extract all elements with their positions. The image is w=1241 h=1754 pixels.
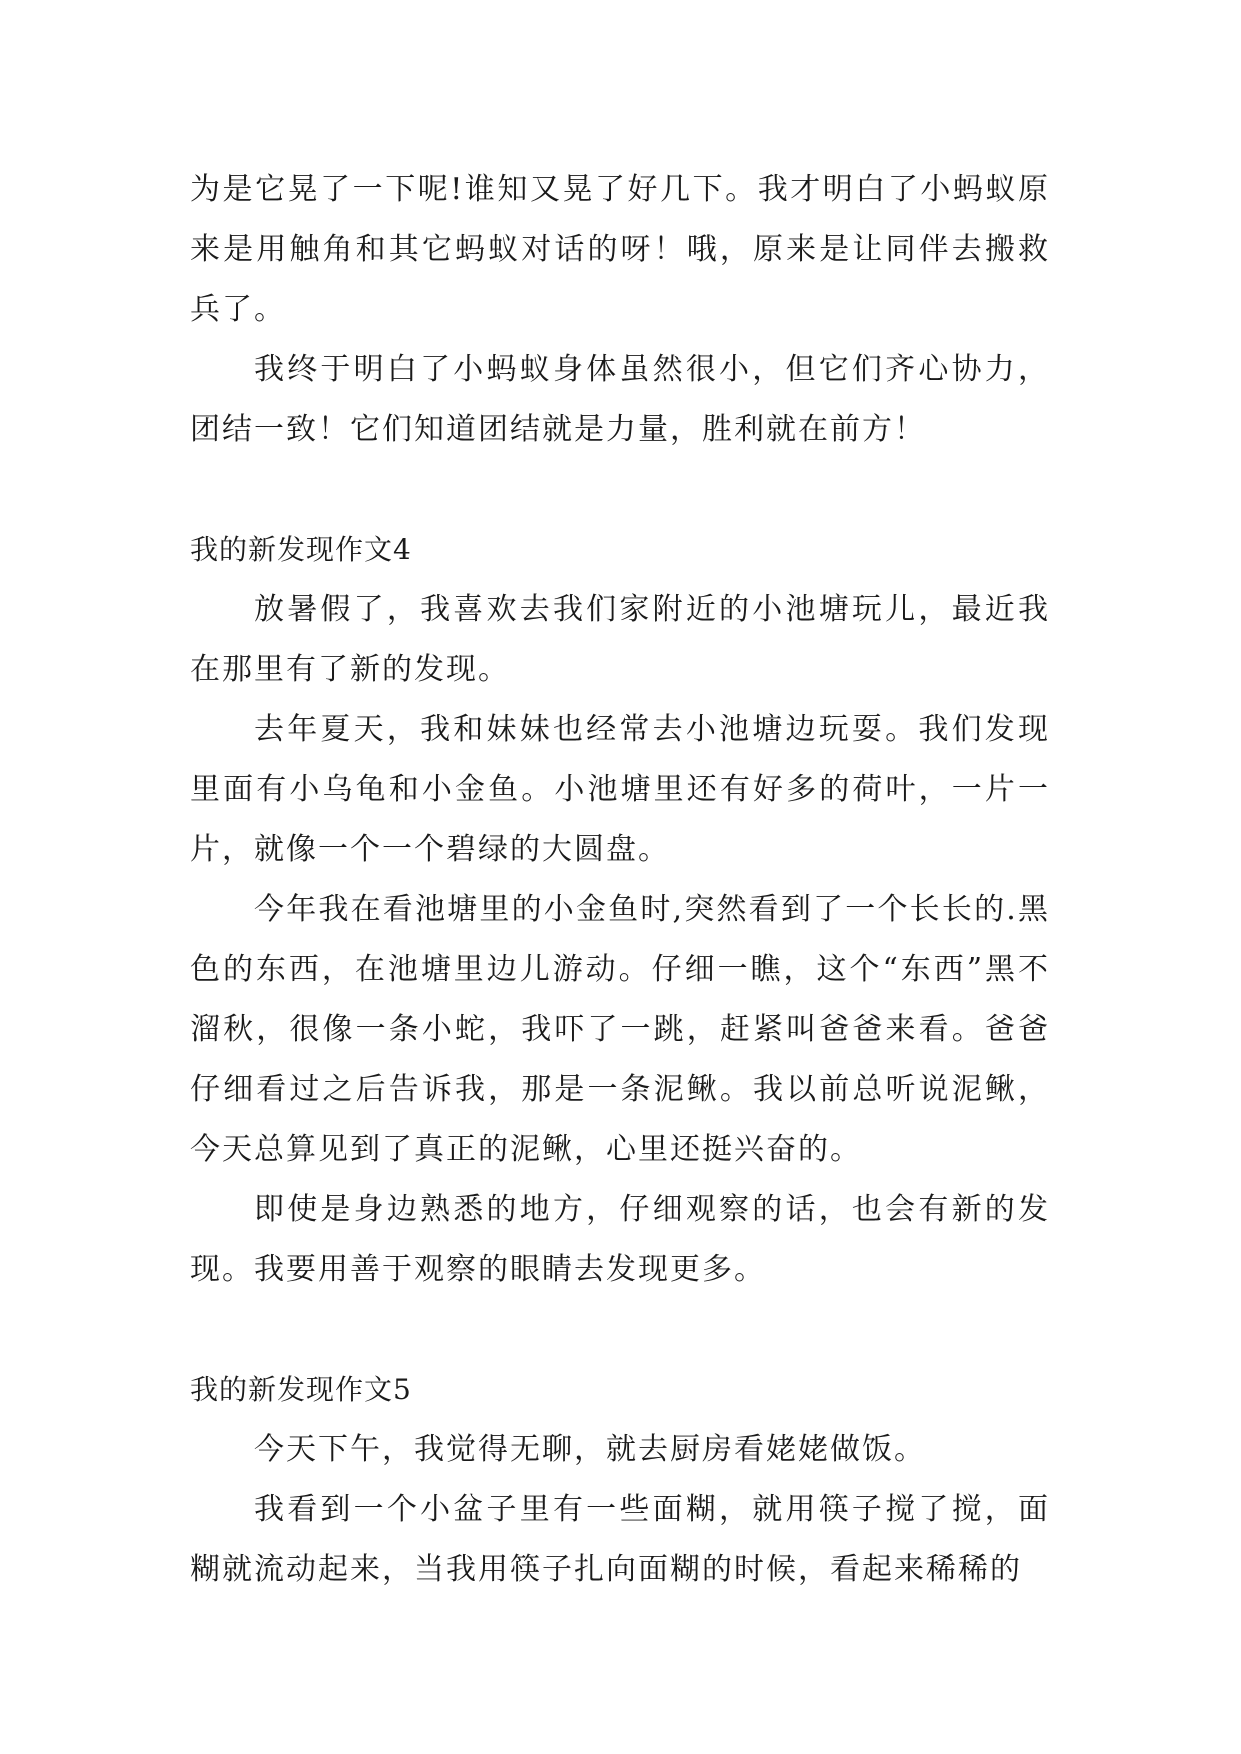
paragraph: 放暑假了，我喜欢去我们家附近的小池塘玩儿，最近我在那里有了新的发现。 [190,592,1050,687]
paragraph: 即使是身边熟悉的地方，仔细观察的话，也会有新的发现。我要用善于观察的眼睛去发现更多。 [190,1192,1050,1287]
section-gap [190,460,1050,520]
section-gap [190,1300,1050,1360]
paragraph: 为是它晃了一下呢!谁知又晃了好几下。我才明白了小蚂蚁原来是用触角和其它蚂蚁对话的呀！哦，原来是让同伴去搬救兵了。 [190,172,1050,327]
document-page [190,160,1050,1600]
paragraph: 今天下午，我觉得无聊，就去厨房看姥姥做饭。 [254,1432,926,1467]
paragraph: 去年夏天，我和妹妹也经常去小池塘边玩耍。我们发现里面有小乌龟和小金鱼。小池塘里还有好多的荷叶，一片一片，就像一个一个碧绿的大圆盘。 [190,712,1050,867]
paragraph: 我看到一个小盆子里有一些面糊，就用筷子搅了搅，面糊就流动起来，当我用筷子扎向面糊的时候，看起来稀稀的 [190,1492,1050,1587]
paragraph: 我终于明白了小蚂蚁身体虽然很小，但它们齐心协力，团结一致！它们知道团结就是力量，胜利就在前方！ [190,352,1050,447]
section-heading: 我的新发现作文5 [190,1373,412,1406]
paragraph: 今年我在看池塘里的小金鱼时,突然看到了一个长长的.黑色的东西，在池塘里边儿游动。仔细一瞧，这个“东西”黑不溜秋，很像一条小蛇，我吓了一跳，赶紧叫爸爸来看。爸爸仔细看过之后告诉我，那是一条泥鳅。我以前总听说泥鳅，今天总算见到了真正的泥鳅，心里还挺兴奋的。 [190,892,1050,1167]
section-heading: 我的新发现作文4 [190,533,412,566]
